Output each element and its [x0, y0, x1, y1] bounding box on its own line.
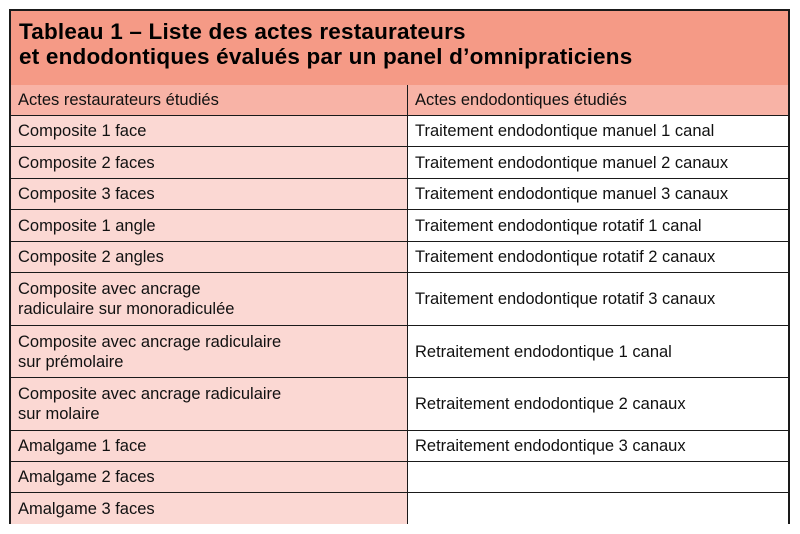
- cell-endodontic: [408, 462, 788, 492]
- cell-endodontic: Traitement endodontique rotatif 1 canal: [408, 210, 788, 241]
- cell-restaurative-line: Composite avec ancrage radiculaire: [18, 385, 282, 403]
- table-row: [11, 378, 788, 431]
- cell-restaurative-line: Composite 3 faces: [18, 185, 155, 203]
- cell-endodontic: [408, 493, 788, 524]
- table-row: [11, 462, 788, 493]
- header-restaurative: Actes restaurateurs étudiés: [11, 85, 408, 115]
- cell-endodontic: Traitement endodontique manuel 1 canal: [408, 116, 788, 146]
- cell-restaurative-line: Amalgame 3 faces: [18, 499, 155, 518]
- cell-restaurative: [11, 378, 408, 430]
- cell-endodontic: Traitement endodontique manuel 2 canaux: [408, 147, 788, 178]
- table-row: [11, 326, 788, 378]
- cell-restaurative: [11, 431, 408, 461]
- table-row: [11, 116, 788, 147]
- cell-endodontic: Retraitement endodontique 2 canaux: [408, 378, 788, 430]
- table-row: [11, 493, 788, 524]
- cell-restaurative-line: Composite 1 angle: [18, 216, 156, 235]
- table-title: [11, 11, 788, 87]
- cell-restaurative: [11, 326, 408, 377]
- cell-restaurative: [11, 179, 408, 209]
- table-title-line-1: Tableau 1 – Liste des actes restaurateurs: [19, 19, 466, 44]
- cell-restaurative-line: sur molaire: [18, 405, 100, 423]
- cell-restaurative-line: Composite 1 face: [18, 122, 147, 140]
- table-body: [11, 85, 788, 524]
- table-row: [11, 273, 788, 326]
- table-row: [11, 147, 788, 179]
- cell-restaurative-line: radiculaire sur monoradiculée: [18, 300, 235, 318]
- cell-endodontic: Retraitement endodontique 3 canaux: [408, 431, 788, 461]
- cell-restaurative-line: Amalgame 2 faces: [18, 468, 155, 486]
- table-title-line-2: et endodontiques évalués par un panel d’omnipraticiens: [19, 44, 633, 69]
- table-row: [11, 431, 788, 462]
- cell-restaurative-line: Composite avec ancrage: [18, 280, 201, 298]
- header-endodontic: Actes endodontiques étudiés: [408, 85, 788, 115]
- cell-restaurative: [11, 462, 408, 492]
- cell-restaurative-line: Amalgame 1 face: [18, 437, 147, 455]
- cell-endodontic: Retraitement endodontique 1 canal: [408, 326, 788, 377]
- cell-restaurative: [11, 147, 408, 178]
- table-row: [11, 179, 788, 210]
- table-header-row: [11, 85, 788, 116]
- cell-restaurative-line: Composite 2 angles: [18, 248, 164, 266]
- cell-restaurative: [11, 116, 408, 146]
- table-row: [11, 210, 788, 242]
- data-table: [9, 9, 790, 524]
- cell-restaurative: [11, 273, 408, 325]
- cell-endodontic: Traitement endodontique manuel 3 canaux: [408, 179, 788, 209]
- cell-restaurative-line: Composite 2 faces: [18, 153, 155, 172]
- cell-restaurative: [11, 493, 408, 524]
- cell-restaurative-line: sur prémolaire: [18, 352, 124, 371]
- table-row: [11, 242, 788, 273]
- cell-restaurative: [11, 210, 408, 241]
- cell-endodontic: Traitement endodontique rotatif 2 canaux: [408, 242, 788, 272]
- cell-endodontic: Traitement endodontique rotatif 3 canaux: [408, 273, 788, 325]
- cell-restaurative-line: Composite avec ancrage radiculaire: [18, 332, 282, 351]
- cell-restaurative: [11, 242, 408, 272]
